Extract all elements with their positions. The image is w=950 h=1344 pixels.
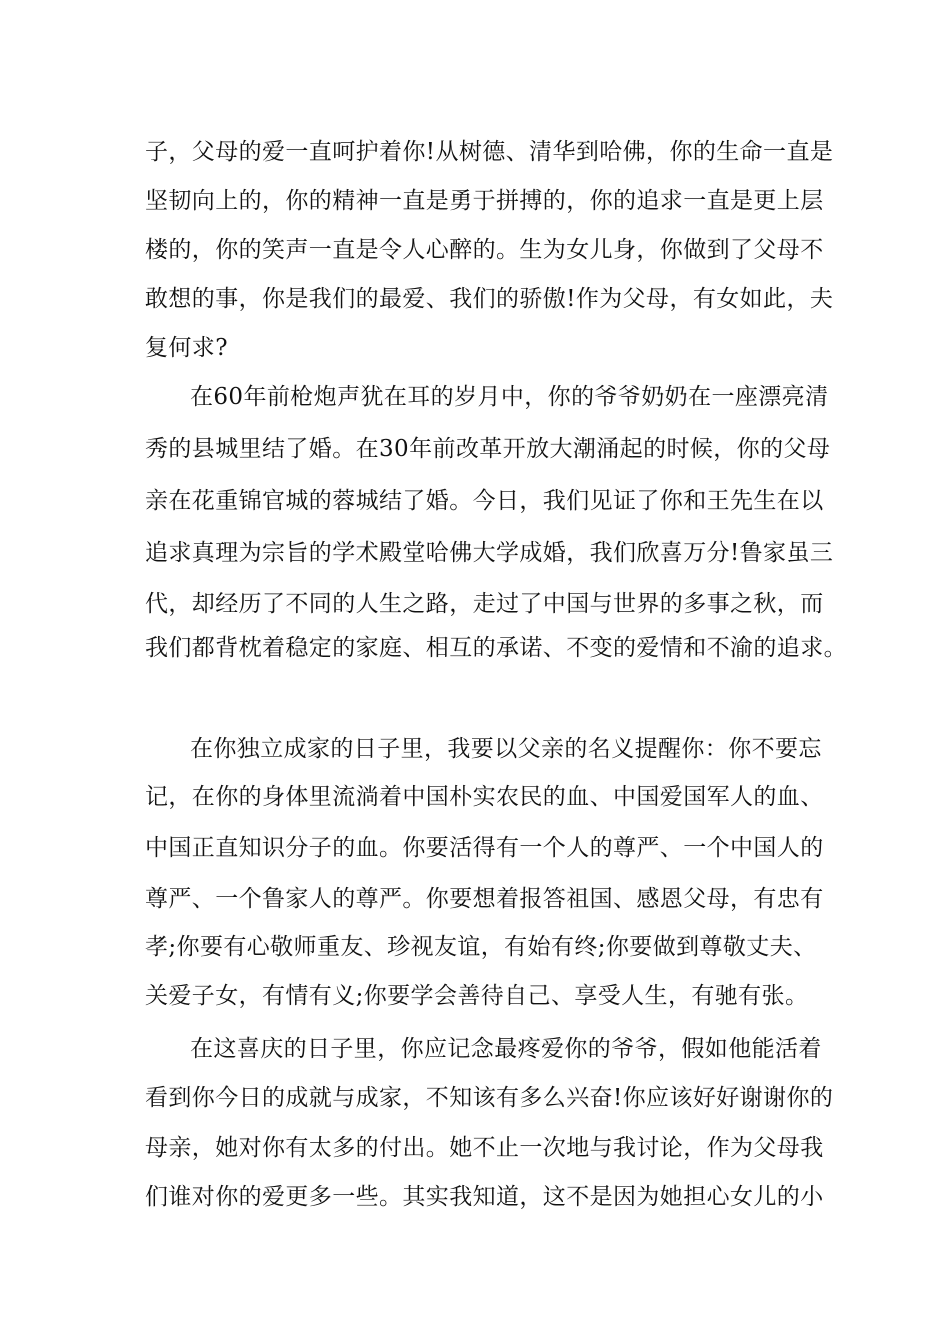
paragraph-1-line-2: 坚韧向上的，你的精神一直是勇于拼搏的，你的追求一直是更上层	[145, 188, 824, 214]
paragraph-3-line-2: 记，在你的身体里流淌着中国朴实农民的血、中国爱国军人的血、	[145, 784, 824, 810]
paragraph-1-line-3: 楼的，你的笑声一直是令人心醉的。生为女儿身，你做到了父母不	[145, 237, 824, 263]
paragraph-2-line-3: 亲在花重锦官城的蓉城结了婚。今日，我们见证了你和王先生在以	[145, 488, 824, 514]
paragraph-3-line-6: 关爱子女，有情有义;你要学会善待自己、享受人生，有驰有张。	[145, 983, 809, 1009]
paragraph-2-line-1: 在60年前枪炮声犹在耳的岁月中，你的爷爷奶奶在一座漂亮清	[190, 384, 829, 410]
paragraph-1-line-5: 复何求?	[145, 335, 228, 361]
paragraph-1-line-4: 敢想的事，你是我们的最爱、我们的骄傲!作为父母，有女如此，夫	[145, 286, 834, 312]
paragraph-4-line-4: 们谁对你的爱更多一些。其实我知道，这不是因为她担心女儿的小	[145, 1184, 824, 1210]
paragraph-4-line-3: 母亲，她对你有太多的付出。她不止一次地与我讨论，作为父母我	[145, 1135, 824, 1161]
paragraph-3-line-1: 在你独立成家的日子里，我要以父亲的名义提醒你：你不要忘	[190, 736, 822, 762]
paragraph-3-line-5: 孝;你要有心敬师重友、珍视友谊，有始有终;你要做到尊敬丈夫、	[145, 934, 817, 960]
paragraph-4-line-2: 看到你今日的成就与成家，不知该有多么兴奋!你应该好好谢谢你的	[145, 1085, 834, 1111]
paragraph-2-line-5: 代，却经历了不同的人生之路，走过了中国与世界的多事之秋，而	[145, 591, 824, 617]
paragraph-3-line-4: 尊严、一个鲁家人的尊严。你要想着报答祖国、感恩父母，有忠有	[145, 886, 824, 912]
paragraph-2-line-2: 秀的县城里结了婚。在30年前改革开放大潮涌起的时候，你的父母	[145, 436, 831, 462]
paragraph-2-line-4: 追求真理为宗旨的学术殿堂哈佛大学成婚，我们欣喜万分!鲁家虽三	[145, 540, 834, 566]
paragraph-3-line-3: 中国正直知识分子的血。你要活得有一个人的尊严、一个中国人的	[145, 835, 824, 861]
paragraph-1-line-1: 子，父母的爱一直呵护着你!从树德、清华到哈佛，你的生命一直是	[145, 139, 834, 165]
paragraph-2-line-6: 我们都背枕着稳定的家庭、相互的承诺、不变的爱情和不渝的追求。	[145, 635, 847, 661]
paragraph-4-line-1: 在这喜庆的日子里，你应记念最疼爱你的爷爷，假如他能活着	[190, 1036, 822, 1062]
